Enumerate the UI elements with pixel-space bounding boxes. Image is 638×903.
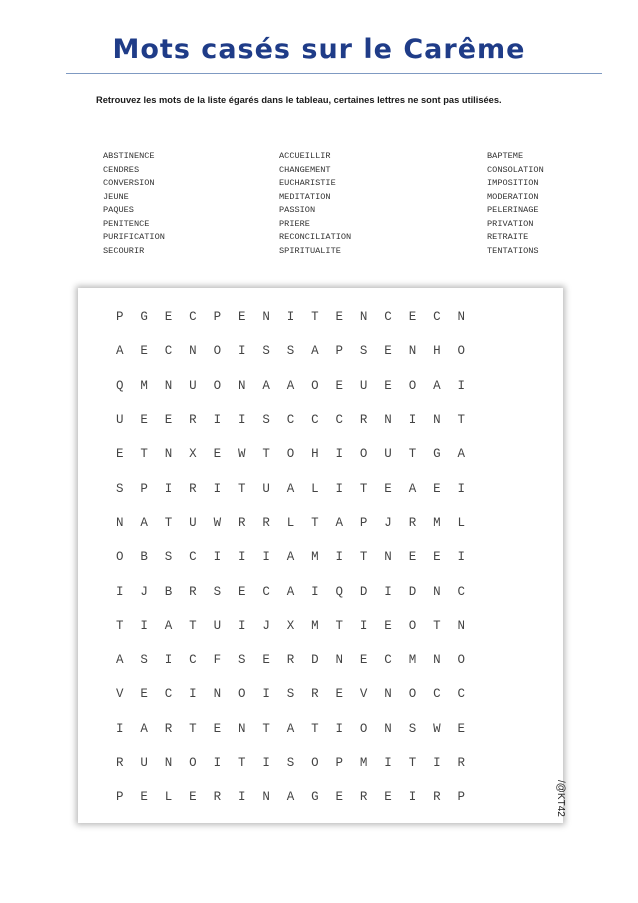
- grid-letter: W: [237, 447, 246, 462]
- word-search-grid: [116, 300, 506, 814]
- word-item: ABSTINENCE: [103, 151, 155, 161]
- word-item: IMPOSITION: [487, 178, 539, 188]
- grid-letter: S: [262, 344, 270, 359]
- grid-letter: E: [164, 310, 173, 325]
- grid-letter: N: [262, 310, 270, 325]
- grid-letter: I: [213, 756, 222, 770]
- grid-letter: R: [189, 481, 197, 496]
- grid-letter: P: [213, 310, 222, 325]
- grid-letter: M: [433, 515, 441, 530]
- grid-letter: O: [359, 721, 368, 736]
- grid-letter: E: [140, 687, 148, 702]
- grid-letter: C: [189, 653, 197, 668]
- grid-letter: R: [408, 515, 417, 530]
- grid-letter: I: [311, 584, 319, 599]
- grid-letter: T: [433, 618, 441, 633]
- grid-letter: [482, 369, 506, 403]
- grid-letter: E: [262, 653, 270, 668]
- grid-letter: A: [286, 584, 295, 599]
- grid-letter: O: [311, 378, 319, 393]
- grid-letter: E: [164, 413, 173, 428]
- grid-letter: I: [164, 653, 173, 668]
- word-item: TENTATIONS: [487, 245, 539, 256]
- grid-letter: O: [189, 756, 197, 770]
- grid-letter: [482, 643, 506, 677]
- grid-letter: R: [116, 756, 124, 770]
- grid-letter: I: [237, 344, 246, 359]
- grid-letter: A: [286, 721, 295, 736]
- author-credit: /@KT42: [555, 780, 566, 817]
- word-item: BAPTEME: [487, 151, 524, 161]
- grid-letter: T: [311, 515, 319, 530]
- grid-letter: R: [213, 790, 222, 805]
- grid-letter: O: [457, 653, 465, 668]
- grid-letter: I: [213, 413, 222, 428]
- grid-letter: E: [384, 378, 392, 393]
- grid-letter: C: [433, 687, 441, 702]
- grid-letter: T: [237, 756, 246, 770]
- grid-letter: V: [116, 687, 124, 702]
- grid-letter: A: [116, 344, 124, 359]
- grid-letter: T: [311, 721, 319, 736]
- grid-letter: N: [262, 790, 270, 805]
- grid-letter: U: [262, 481, 270, 496]
- grid-letter: A: [286, 550, 295, 565]
- grid-letter: [482, 506, 506, 540]
- grid-letter: E: [457, 721, 465, 736]
- grid-letter: M: [311, 618, 319, 633]
- grid-letter: R: [164, 721, 173, 736]
- grid-letter: O: [408, 687, 417, 702]
- grid-letter: H: [311, 447, 319, 462]
- grid-letter: E: [433, 481, 441, 496]
- grid-letter: C: [384, 653, 392, 668]
- grid-letter: R: [286, 653, 295, 668]
- grid-letter: N: [384, 413, 392, 428]
- grid-letter: E: [116, 447, 124, 462]
- grid-letter: T: [408, 447, 417, 462]
- grid-letter: I: [262, 756, 270, 770]
- grid-letter: [482, 609, 506, 643]
- grid-letter: N: [408, 344, 417, 359]
- grid-letter: N: [164, 447, 173, 462]
- grid-letter: J: [384, 515, 392, 530]
- grid-letter: [482, 437, 506, 471]
- grid-letter: T: [457, 413, 465, 428]
- grid-letter: U: [140, 756, 148, 770]
- grid-letter: R: [457, 756, 465, 770]
- grid-letter: T: [359, 550, 368, 565]
- grid-letter: [482, 574, 506, 608]
- grid-letter: C: [164, 344, 173, 359]
- grid-letter: O: [408, 618, 417, 633]
- grid-letter: C: [457, 584, 465, 599]
- grid-letter: A: [408, 481, 417, 496]
- grid-letter: D: [408, 584, 417, 599]
- grid-letter: T: [359, 481, 368, 496]
- grid-letter: Q: [116, 378, 124, 393]
- grid-letter: [482, 712, 506, 746]
- grid-letter: O: [311, 756, 319, 770]
- grid-letter: O: [286, 447, 295, 462]
- grid-letter: N: [384, 687, 392, 702]
- grid-letter: E: [189, 790, 197, 805]
- grid-letter: C: [286, 413, 295, 428]
- grid-letter: P: [116, 310, 124, 325]
- grid-letter: I: [335, 481, 344, 496]
- grid-letter: A: [311, 344, 319, 359]
- grid-letter: U: [189, 515, 197, 530]
- word-item: CENDRES: [103, 164, 140, 175]
- grid-letter: G: [140, 310, 148, 325]
- grid-letter: R: [359, 790, 368, 805]
- grid-letter: A: [286, 378, 295, 393]
- grid-letter: E: [140, 344, 148, 359]
- grid-letter: S: [286, 687, 295, 702]
- grid-letter: X: [286, 618, 295, 633]
- grid-letter: E: [213, 721, 222, 736]
- word-item: PAQUES: [103, 205, 134, 215]
- grid-letter: E: [359, 653, 368, 668]
- grid-letter: E: [408, 550, 417, 565]
- grid-letter: T: [311, 310, 319, 325]
- word-item: EUCHARISTIE: [279, 178, 336, 188]
- grid-letter: R: [311, 687, 319, 702]
- grid-letter: I: [262, 687, 270, 702]
- grid-letter: E: [335, 378, 344, 393]
- grid-letter: U: [384, 447, 392, 462]
- word-list: [100, 150, 560, 265]
- grid-letter: L: [164, 790, 173, 805]
- grid-letter: I: [457, 550, 465, 565]
- grid-letter: I: [116, 584, 124, 599]
- grid-letter: S: [213, 584, 222, 599]
- grid-letter: C: [433, 310, 441, 325]
- grid-letter: P: [457, 790, 465, 805]
- grid-letter: J: [140, 584, 148, 599]
- grid-letter: [482, 334, 506, 368]
- word-list-column-2: [279, 150, 351, 258]
- grid-letter: I: [213, 481, 222, 496]
- grid-letter: E: [140, 790, 148, 805]
- grid-letter: D: [311, 653, 319, 668]
- grid-letter: N: [213, 687, 222, 702]
- grid-letter: T: [164, 515, 173, 530]
- word-item: PASSION: [279, 205, 316, 215]
- grid-letter: E: [335, 790, 344, 805]
- grid-letter: N: [116, 515, 124, 530]
- grid-letter: N: [335, 653, 344, 668]
- grid-letter: S: [286, 344, 295, 359]
- grid-letter: N: [359, 310, 368, 325]
- grid-letter: C: [384, 310, 392, 325]
- word-item: PENITENCE: [103, 218, 150, 229]
- grid-letter: R: [262, 515, 270, 530]
- grid-letter: T: [116, 618, 124, 633]
- grid-letter: N: [384, 721, 392, 736]
- instructions-text: Retrouvez les mots de la liste égarés dans le tableau, certaines lettres ne sont pas utilisées.: [96, 95, 502, 105]
- grid-letter: R: [237, 515, 246, 530]
- grid-letter: R: [359, 413, 368, 428]
- grid-letter: [482, 300, 506, 334]
- grid-letter: I: [237, 790, 246, 805]
- grid-letter: I: [408, 790, 417, 805]
- grid-letter: W: [433, 721, 441, 736]
- grid-letter: [482, 403, 506, 437]
- grid-letter: T: [335, 618, 344, 633]
- title-divider: [66, 73, 602, 74]
- grid-letter: I: [408, 413, 417, 428]
- grid-letter: P: [335, 344, 344, 359]
- grid-letter: O: [237, 687, 246, 702]
- grid-letter: C: [164, 687, 173, 702]
- grid-letter: A: [457, 447, 465, 462]
- grid-letter: U: [359, 378, 368, 393]
- grid-letter: R: [189, 413, 197, 428]
- grid-letter: E: [237, 584, 246, 599]
- word-item: CONVERSION: [103, 178, 155, 188]
- grid-letter: S: [359, 344, 368, 359]
- word-item: RECONCILIATION: [279, 232, 352, 242]
- word-item: MODERATION: [487, 191, 539, 202]
- grid-letter: T: [189, 618, 197, 633]
- grid-letter: L: [311, 481, 319, 496]
- grid-letter: E: [384, 481, 392, 496]
- grid-letter: T: [237, 481, 246, 496]
- word-item: PRIVATION: [487, 218, 534, 229]
- grid-letter: I: [237, 413, 246, 428]
- grid-letter: T: [140, 447, 148, 462]
- grid-letter: U: [213, 618, 222, 633]
- grid-letter: A: [116, 653, 124, 668]
- grid-letter: S: [237, 653, 246, 668]
- grid-letter: R: [433, 790, 441, 805]
- grid-letter: A: [335, 515, 344, 530]
- grid-letter: I: [262, 550, 270, 565]
- grid-letter: T: [408, 756, 417, 770]
- grid-letter: N: [433, 413, 441, 428]
- grid-letter: [482, 471, 506, 505]
- word-item: JEUNE: [103, 191, 129, 202]
- grid-letter: O: [116, 550, 124, 565]
- grid-letter: B: [140, 550, 148, 565]
- grid-letter: I: [335, 721, 344, 736]
- grid-letter: E: [408, 310, 417, 325]
- word-item: SECOURIR: [103, 245, 145, 256]
- grid-letter: M: [408, 653, 417, 668]
- grid-letter: P: [116, 790, 124, 805]
- word-item: SPIRITUALITE: [279, 245, 341, 256]
- grid-letter: L: [457, 515, 465, 530]
- word-item: RETRAITE: [487, 232, 529, 242]
- grid-letter: S: [164, 550, 173, 565]
- grid-letter: I: [237, 550, 246, 565]
- grid-letter: L: [286, 515, 295, 530]
- grid-letter: A: [286, 790, 295, 805]
- grid-letter: A: [262, 378, 270, 393]
- grid-letter: M: [359, 756, 368, 770]
- grid-letter: C: [457, 687, 465, 702]
- grid-letter: C: [335, 413, 344, 428]
- grid-letter: A: [140, 515, 148, 530]
- grid-letter: E: [384, 344, 392, 359]
- grid-letter: S: [286, 756, 295, 770]
- grid-letter: O: [457, 344, 465, 359]
- grid-letter: M: [140, 378, 148, 393]
- grid-letter: N: [237, 378, 246, 393]
- grid-letter: C: [311, 413, 319, 428]
- grid-letter: A: [164, 618, 173, 633]
- grid-letter: I: [335, 447, 344, 462]
- word-item: PELERINAGE: [487, 205, 539, 215]
- grid-letter: I: [433, 756, 441, 770]
- grid-letter: C: [189, 310, 197, 325]
- grid-letter: N: [164, 756, 173, 770]
- grid-letter: I: [213, 550, 222, 565]
- grid-letter: O: [213, 378, 222, 393]
- page-title: Mots casés sur le Carême: [112, 34, 526, 65]
- grid-letter: I: [164, 481, 173, 496]
- grid-letter: I: [457, 378, 465, 393]
- grid-letter: E: [335, 687, 344, 702]
- grid-letter: N: [457, 310, 465, 325]
- grid-letter: J: [262, 618, 270, 633]
- grid-letter: N: [237, 721, 246, 736]
- word-list-column-1: [103, 150, 165, 258]
- grid-letter: E: [237, 310, 246, 325]
- grid-letter: [482, 540, 506, 574]
- grid-letter: T: [262, 447, 270, 462]
- word-search-grid-card: [78, 288, 563, 823]
- grid-letter: W: [213, 515, 222, 530]
- grid-letter: [482, 780, 506, 814]
- grid-letter: N: [433, 653, 441, 668]
- grid-letter: T: [262, 721, 270, 736]
- word-item: PURIFICATION: [103, 232, 165, 242]
- grid-letter: E: [433, 550, 441, 565]
- grid-letter: N: [433, 584, 441, 599]
- grid-letter: R: [189, 584, 197, 599]
- grid-letter: M: [311, 550, 319, 565]
- grid-letter: G: [433, 447, 441, 462]
- grid-letter: O: [408, 378, 417, 393]
- word-item: CHANGEMENT: [279, 164, 331, 175]
- grid-letter: N: [384, 550, 392, 565]
- grid-letter: O: [213, 344, 222, 359]
- grid-letter: S: [262, 413, 270, 428]
- grid-letter: E: [213, 447, 222, 462]
- word-list-column-3: [487, 150, 544, 258]
- grid-letter: G: [311, 790, 319, 805]
- grid-letter: E: [335, 310, 344, 325]
- word-item: PRIERE: [279, 218, 310, 229]
- word-item: CONSOLATION: [487, 164, 544, 175]
- grid-letter: S: [408, 721, 417, 736]
- grid-letter: I: [286, 310, 295, 325]
- grid-letter: I: [457, 481, 465, 496]
- grid-letter: S: [116, 481, 124, 496]
- grid-letter: B: [164, 584, 173, 599]
- grid-letter: I: [237, 618, 246, 633]
- grid-letter: I: [359, 618, 368, 633]
- grid-letter: [482, 677, 506, 711]
- grid-letter: O: [359, 447, 368, 462]
- grid-letter: T: [189, 721, 197, 736]
- grid-letter: I: [335, 550, 344, 565]
- grid-letter: Q: [335, 584, 344, 599]
- word-item: MEDITATION: [279, 191, 331, 202]
- grid-letter: S: [140, 653, 148, 668]
- grid-letter: N: [164, 378, 173, 393]
- grid-letter: E: [384, 618, 392, 633]
- grid-letter: F: [213, 653, 222, 668]
- grid-letter: X: [189, 447, 197, 462]
- grid-letter: E: [140, 413, 148, 428]
- grid-letter: C: [262, 584, 270, 599]
- grid-letter: I: [189, 687, 197, 702]
- grid-letter: I: [384, 756, 392, 770]
- word-item: ACCUEILLIR: [279, 151, 331, 161]
- grid-letter: P: [335, 756, 344, 770]
- grid-letter: A: [286, 481, 295, 496]
- grid-letter: P: [359, 515, 368, 530]
- grid-letter: I: [384, 584, 392, 599]
- grid-letter: A: [433, 378, 441, 393]
- grid-letter: D: [359, 584, 368, 599]
- grid-letter: I: [140, 618, 148, 633]
- grid-letter: A: [140, 721, 148, 736]
- grid-letter: U: [189, 378, 197, 393]
- grid-letter: N: [457, 618, 465, 633]
- grid-letter: E: [384, 790, 392, 805]
- grid-letter: [482, 746, 506, 780]
- grid-letter: V: [359, 687, 368, 702]
- grid-letter: P: [140, 481, 148, 496]
- grid-letter: N: [189, 344, 197, 359]
- grid-letter: U: [116, 413, 124, 428]
- grid-letter: H: [433, 344, 441, 359]
- grid-letter: I: [116, 721, 124, 736]
- grid-letter: C: [189, 550, 197, 565]
